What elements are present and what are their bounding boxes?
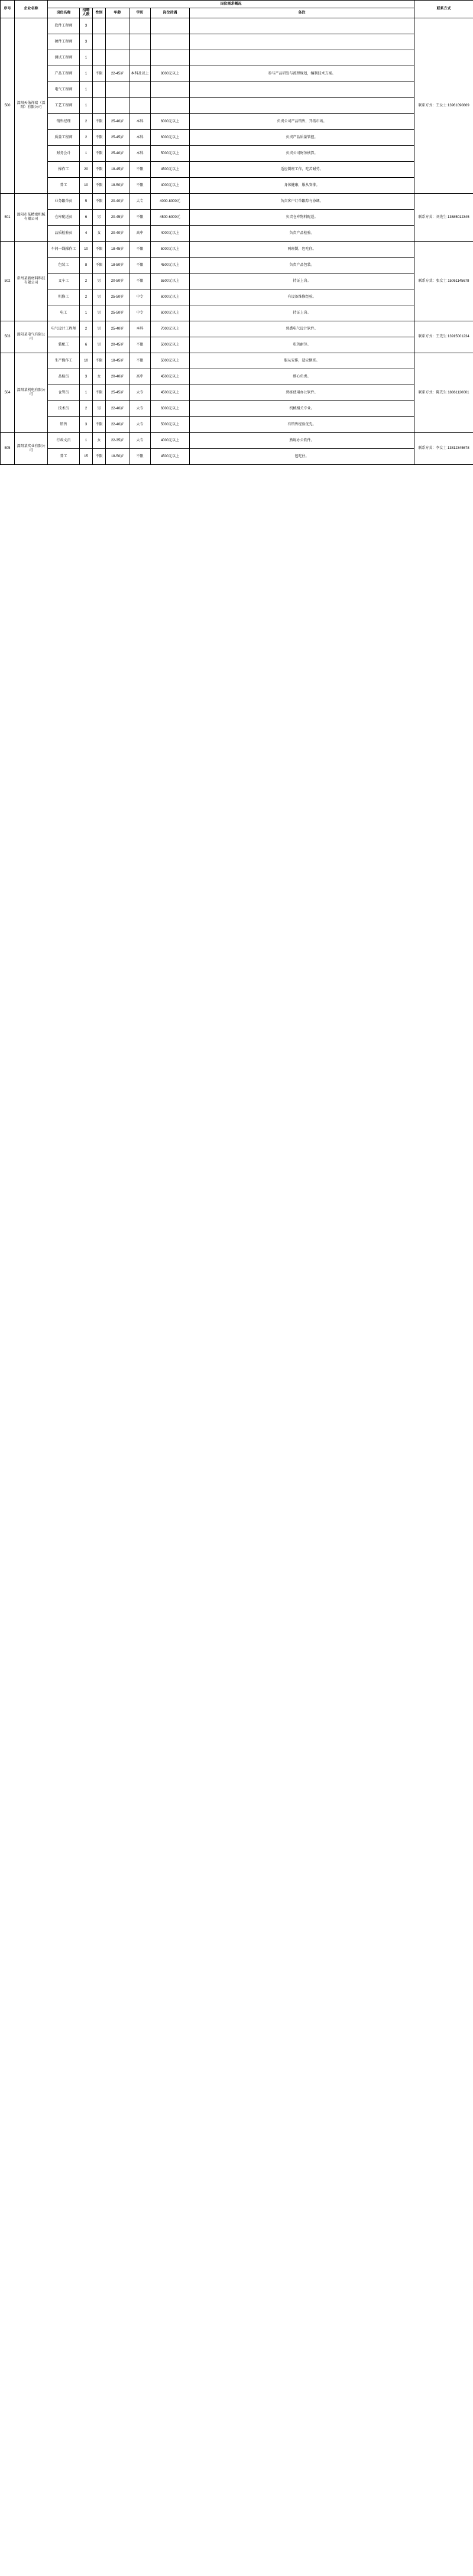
cell-job: 财务会计: [48, 146, 80, 162]
cell-note: 负责仓库物料配送。: [190, 210, 414, 226]
cell-job: 普工: [48, 178, 80, 194]
cell-age: 18-50岁: [106, 258, 129, 273]
cell-edu: 本科: [129, 114, 151, 130]
cell-note: 吃苦耐劳。: [190, 337, 414, 353]
cell-seq: 503: [1, 321, 15, 353]
cell-num: 2: [80, 321, 93, 337]
cell-age: [106, 82, 129, 98]
cell-age: [106, 98, 129, 114]
cell-job: 电气工程师: [48, 82, 80, 98]
cell-sex: 不限: [93, 146, 106, 162]
cell-sal: [151, 18, 190, 34]
cell-num: 1: [80, 146, 93, 162]
cell-num: 10: [80, 353, 93, 369]
cell-num: 20: [80, 162, 93, 178]
cell-note: 熟练办公软件。: [190, 433, 414, 449]
header-company: 企业名称: [15, 1, 48, 18]
cell-edu: 大专: [129, 385, 151, 401]
cell-age: 25-40岁: [106, 321, 129, 337]
cell-sex: [93, 18, 106, 34]
cell-job: 产品工程师: [48, 66, 80, 82]
table-row: [1, 50, 473, 66]
cell-contact: 联系方式：李女士 13812345678: [414, 433, 473, 465]
table-row: [1, 114, 473, 130]
cell-edu: 大专: [129, 417, 151, 433]
cell-sex: 男: [93, 305, 106, 321]
cell-edu: 本科: [129, 130, 151, 146]
cell-job: 品检员: [48, 369, 80, 385]
header-sex: 性别: [93, 8, 106, 18]
cell-edu: 中专: [129, 289, 151, 305]
cell-sex: 男: [93, 401, 106, 417]
cell-num: 2: [80, 289, 93, 305]
cell-note: 服从安排，适应倒班。: [190, 353, 414, 369]
cell-note: 有设备维修经验。: [190, 289, 414, 305]
cell-num: 1: [80, 66, 93, 82]
table-row: [1, 417, 473, 433]
cell-age: 22-45岁: [106, 66, 129, 82]
cell-note: 负责公司财务核算。: [190, 146, 414, 162]
cell-job: 生产操作工: [48, 353, 80, 369]
cell-age: 18-45岁: [106, 242, 129, 258]
table-row: [1, 369, 473, 385]
cell-edu: 中专: [129, 305, 151, 321]
table-row: [1, 353, 473, 369]
cell-sex: 女: [93, 226, 106, 242]
cell-note: 两班倒，包吃住。: [190, 242, 414, 258]
cell-company: 溧阳某电气有限公司: [15, 321, 48, 353]
cell-edu: 高中: [129, 369, 151, 385]
cell-num: 3: [80, 18, 93, 34]
table-row: [1, 433, 473, 449]
cell-edu: 大专: [129, 433, 151, 449]
cell-edu: 不限: [129, 353, 151, 369]
cell-sex: 不限: [93, 178, 106, 194]
cell-num: 15: [80, 449, 93, 465]
cell-sal: 5500元以上: [151, 273, 190, 289]
cell-job: 包装工: [48, 258, 80, 273]
cell-age: 18-50岁: [106, 178, 129, 194]
cell-num: 3: [80, 417, 93, 433]
table-row: [1, 242, 473, 258]
cell-age: 25-50岁: [106, 305, 129, 321]
cell-contact: 联系方式：陈先生 18861120001: [414, 353, 473, 433]
table-row: [1, 194, 473, 210]
cell-job: 仓管员: [48, 385, 80, 401]
cell-job: 电气设计工程师: [48, 321, 80, 337]
cell-sal: 6000元以上: [151, 401, 190, 417]
cell-num: 6: [80, 337, 93, 353]
cell-edu: 高中: [129, 226, 151, 242]
cell-age: 25-45岁: [106, 385, 129, 401]
cell-sal: 4000-8000元: [151, 194, 190, 210]
table-row: [1, 226, 473, 242]
cell-num: 2: [80, 273, 93, 289]
cell-edu: 不限: [129, 273, 151, 289]
cell-sex: [93, 34, 106, 50]
cell-sal: 6000元以上: [151, 289, 190, 305]
cell-job: 仓库配送员: [48, 210, 80, 226]
cell-note: 负责公司产品销售，开拓市场。: [190, 114, 414, 130]
cell-job: 机修工: [48, 289, 80, 305]
cell-edu: 本科: [129, 146, 151, 162]
cell-note: 细心负责。: [190, 369, 414, 385]
cell-sal: 4000元以上: [151, 226, 190, 242]
cell-edu: 大专: [129, 194, 151, 210]
cell-company: 溧阳天佑祥瑞（溧阳）有限公司: [15, 18, 48, 194]
table-body: [1, 18, 473, 465]
header-note: 备注: [190, 8, 414, 18]
cell-contact: 联系方式：王先生 13915001234: [414, 321, 473, 353]
cell-age: [106, 50, 129, 66]
table-row: [1, 98, 473, 114]
cell-sex: 女: [93, 433, 106, 449]
cell-job: 硬件工程师: [48, 34, 80, 50]
cell-note: 负责产品包装。: [190, 258, 414, 273]
cell-sex: [93, 82, 106, 98]
header-salary: 岗位待遇: [151, 8, 190, 18]
cell-edu: 大专: [129, 401, 151, 417]
cell-job: 销售: [48, 417, 80, 433]
cell-job: 工艺工程师: [48, 98, 80, 114]
cell-sex: 女: [93, 369, 106, 385]
cell-job: 车间一线操作工: [48, 242, 80, 258]
cell-note: 持证上岗。: [190, 305, 414, 321]
cell-job: 电工: [48, 305, 80, 321]
cell-age: [106, 34, 129, 50]
cell-num: 4: [80, 226, 93, 242]
cell-edu: 不限: [129, 337, 151, 353]
cell-edu: 不限: [129, 242, 151, 258]
cell-sal: 5000元以上: [151, 417, 190, 433]
cell-note: 身体健康，服从安排。: [190, 178, 414, 194]
cell-num: 10: [80, 242, 93, 258]
table-row: [1, 130, 473, 146]
cell-age: 20-40岁: [106, 194, 129, 210]
cell-job: 测试工程师: [48, 50, 80, 66]
cell-edu: 不限: [129, 178, 151, 194]
cell-job: 叉车工: [48, 273, 80, 289]
cell-sal: [151, 34, 190, 50]
cell-num: 8: [80, 258, 93, 273]
cell-note: 熟练使用办公软件。: [190, 385, 414, 401]
cell-sal: 8000元以上: [151, 66, 190, 82]
cell-num: 5: [80, 194, 93, 210]
table-row: [1, 273, 473, 289]
cell-num: 1: [80, 385, 93, 401]
cell-seq: 500: [1, 18, 15, 194]
cell-edu: 本科及以上: [129, 66, 151, 82]
cell-age: 18-50岁: [106, 449, 129, 465]
cell-contact: 联系方式：王女士 13961090869: [414, 18, 473, 194]
cell-sex: 不限: [93, 417, 106, 433]
cell-num: 6: [80, 210, 93, 226]
cell-sex: 男: [93, 210, 106, 226]
cell-age: 18-45岁: [106, 162, 129, 178]
header-contact: 联系方式: [414, 1, 473, 18]
cell-note: [190, 98, 414, 114]
cell-seq: 502: [1, 242, 15, 321]
cell-contact: 联系方式：张女士 15061145678: [414, 242, 473, 321]
cell-company: 溧阳市某精密机械有限公司: [15, 194, 48, 242]
table-row: [1, 289, 473, 305]
cell-num: 1: [80, 305, 93, 321]
cell-job: 装配工: [48, 337, 80, 353]
table-row: [1, 82, 473, 98]
cell-sex: [93, 50, 106, 66]
cell-note: 负责产品质量管控。: [190, 130, 414, 146]
cell-job: 质量工程师: [48, 130, 80, 146]
cell-sal: 6000元以上: [151, 305, 190, 321]
header-edu: 学历: [129, 8, 151, 18]
cell-sex: 不限: [93, 66, 106, 82]
cell-sal: [151, 82, 190, 98]
cell-note: 包吃住。: [190, 449, 414, 465]
cell-note: 适应倒班工作，吃苦耐劳。: [190, 162, 414, 178]
cell-sal: 5000元以上: [151, 146, 190, 162]
cell-note: 负责产品检验。: [190, 226, 414, 242]
cell-sal: 7000元以上: [151, 321, 190, 337]
cell-sal: [151, 98, 190, 114]
cell-sal: 4000元以上: [151, 178, 190, 194]
cell-edu: [129, 50, 151, 66]
cell-sex: 不限: [93, 114, 106, 130]
cell-num: 2: [80, 401, 93, 417]
cell-note: 机械相关专业。: [190, 401, 414, 417]
cell-num: 10: [80, 178, 93, 194]
header-age: 年龄: [106, 8, 129, 18]
table-row: [1, 305, 473, 321]
cell-edu: [129, 98, 151, 114]
cell-edu: [129, 18, 151, 34]
cell-age: 22-40岁: [106, 401, 129, 417]
header-job: 岗位名称: [48, 8, 80, 18]
cell-sex: 男: [93, 273, 106, 289]
cell-job: 品质检验员: [48, 226, 80, 242]
cell-edu: [129, 34, 151, 50]
cell-note: 参与产品研发与流程规划，编制技术方案。: [190, 66, 414, 82]
cell-sal: 6000元以上: [151, 114, 190, 130]
cell-age: 25-40岁: [106, 146, 129, 162]
cell-num: 1: [80, 82, 93, 98]
table-row: [1, 337, 473, 353]
cell-age: 20-40岁: [106, 369, 129, 385]
cell-note: [190, 50, 414, 66]
cell-age: 20-45岁: [106, 210, 129, 226]
cell-job: 行政文员: [48, 433, 80, 449]
job-listing-sheet: [0, 0, 473, 465]
cell-age: 18-45岁: [106, 353, 129, 369]
cell-age: 25-40岁: [106, 114, 129, 130]
cell-sex: 不限: [93, 162, 106, 178]
table-row: [1, 449, 473, 465]
cell-sal: 5000元以上: [151, 242, 190, 258]
cell-num: 1: [80, 50, 93, 66]
cell-seq: 505: [1, 433, 15, 465]
cell-sal: 5000元以上: [151, 337, 190, 353]
cell-sal: 4500元以上: [151, 162, 190, 178]
cell-note: 负责客户订单跟踪与协调。: [190, 194, 414, 210]
cell-job: 销售经理: [48, 114, 80, 130]
cell-sal: 5000元以上: [151, 353, 190, 369]
table-row: [1, 385, 473, 401]
cell-age: 22-35岁: [106, 433, 129, 449]
cell-note: 持证上岗。: [190, 273, 414, 289]
table-row: [1, 162, 473, 178]
cell-edu: 不限: [129, 449, 151, 465]
table-row: [1, 34, 473, 50]
cell-contact: 联系方式：刘先生 13685012345: [414, 194, 473, 242]
cell-sex: 男: [93, 321, 106, 337]
header-group: 岗位需求概况: [48, 1, 414, 8]
cell-seq: 504: [1, 353, 15, 433]
cell-note: 熟悉电气设计软件。: [190, 321, 414, 337]
cell-sal: 4500元以上: [151, 258, 190, 273]
table-row: [1, 66, 473, 82]
cell-sal: 6000元以上: [151, 130, 190, 146]
cell-sal: 4500元以上: [151, 369, 190, 385]
table-row: [1, 146, 473, 162]
cell-note: 有销售经验优先。: [190, 417, 414, 433]
cell-edu: [129, 82, 151, 98]
cell-sex: 不限: [93, 194, 106, 210]
cell-edu: 不限: [129, 162, 151, 178]
cell-edu: 本科: [129, 321, 151, 337]
header-num: 招聘人数: [80, 8, 93, 18]
cell-num: 1: [80, 433, 93, 449]
cell-num: 3: [80, 34, 93, 50]
table-row: [1, 401, 473, 417]
cell-num: 1: [80, 98, 93, 114]
cell-seq: 501: [1, 194, 15, 242]
table-row: [1, 18, 473, 34]
cell-sal: 4500元以上: [151, 385, 190, 401]
job-listing-table: [0, 0, 473, 465]
cell-job: 操作工: [48, 162, 80, 178]
table-row: [1, 321, 473, 337]
cell-sex: 不限: [93, 258, 106, 273]
cell-num: 2: [80, 114, 93, 130]
cell-company: 溧阳某机电有限公司: [15, 353, 48, 433]
cell-job: 业务跟单员: [48, 194, 80, 210]
cell-sal: 4500元以上: [151, 449, 190, 465]
cell-age: 20-45岁: [106, 337, 129, 353]
cell-sex: 不限: [93, 449, 106, 465]
cell-num: 2: [80, 130, 93, 146]
cell-company: 溧阳某实业有限公司: [15, 433, 48, 465]
cell-age: 20-50岁: [106, 273, 129, 289]
cell-note: [190, 34, 414, 50]
cell-sex: 男: [93, 337, 106, 353]
header-seq: 序号: [1, 1, 15, 18]
table-row: [1, 210, 473, 226]
cell-edu: 不限: [129, 210, 151, 226]
cell-sal: [151, 50, 190, 66]
cell-edu: 不限: [129, 258, 151, 273]
cell-company: 常州某新材料科技有限公司: [15, 242, 48, 321]
cell-age: 20-40岁: [106, 226, 129, 242]
table-row: [1, 258, 473, 273]
cell-job: 软件工程师: [48, 18, 80, 34]
cell-job: 技术员: [48, 401, 80, 417]
cell-age: 25-50岁: [106, 289, 129, 305]
cell-age: 25-45岁: [106, 130, 129, 146]
cell-sex: 不限: [93, 353, 106, 369]
cell-sex: 男: [93, 289, 106, 305]
cell-num: 3: [80, 369, 93, 385]
cell-note: [190, 18, 414, 34]
cell-sex: 不限: [93, 242, 106, 258]
cell-age: 22-40岁: [106, 417, 129, 433]
cell-age: [106, 18, 129, 34]
cell-sex: [93, 98, 106, 114]
cell-sal: 4000元以上: [151, 433, 190, 449]
cell-sal: 4500-6000元: [151, 210, 190, 226]
cell-job: 普工: [48, 449, 80, 465]
cell-note: [190, 82, 414, 98]
cell-sex: 不限: [93, 130, 106, 146]
cell-sex: 不限: [93, 385, 106, 401]
table-row: [1, 178, 473, 194]
